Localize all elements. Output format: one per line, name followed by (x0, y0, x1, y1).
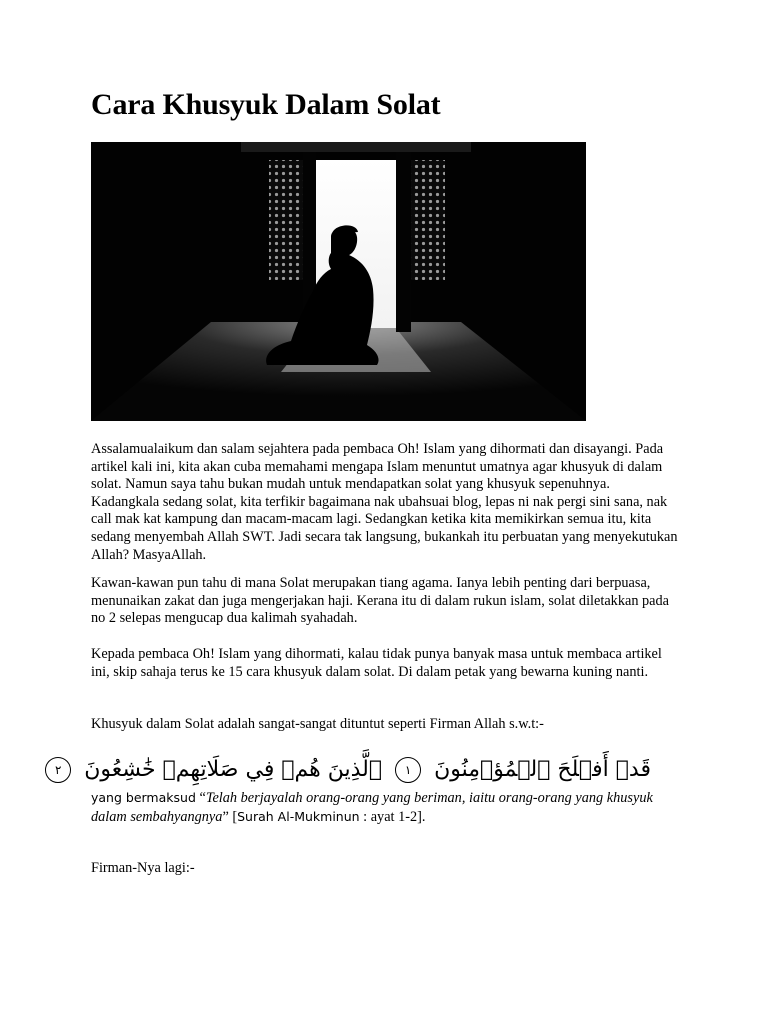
meaning-quote: Telah berjayalah orang-orang yang beriman, iaitu orang-orang yang khusyuk dalam sembahyangnya (91, 790, 653, 825)
verse-meaning (91, 789, 681, 826)
surah-reference: Surah Al-Mukminun (237, 808, 360, 824)
paragraph-greeting: Assalamualaikum dan salam sejahtera pada pembaca Oh! Islam yang dihormati dan disayangi. Pada artikel kali ini, kita akan cuba memahami mengapa Islam menuntut umatnya agar khusyuk di dalam solat. Namun saya tahu bukan mudah untuk mendapatkan solat yang khusyuk sepenuhnya. Kadangkala sedang solat, kita terfikir bagaimana nak ubahsuai blog, lepas ni nak pergi sini sana, nak call mak kat kampung dan macam-macam lagi. Sedangkan ketika kita memikirkan semua itu, kita sedang menyembah Allah SWT. Jadi secara tak langsung, bukankah itu perbuatan yang menyekutukan Allah? MasyaAllah. (91, 441, 678, 563)
meaning-prefix: yang bermaksud (91, 790, 196, 805)
ayah-marker-1: ١ (395, 757, 421, 783)
quran-verse (54, 752, 651, 788)
verse-text-1: قَدۡ أَفۡلَحَ ٱلۡمُؤۡمِنُونَ (434, 757, 651, 782)
paragraph-skip-note: Kepada pembaca Oh! Islam yang dihormati, kalau tidak punya banyak masa untuk membaca artikel ini, skip sahaja terus ke 15 cara khusyuk dalam solat. Di dalam petak yang bewarna kuning nanti. (91, 646, 662, 680)
paragraph-tiang-agama: Kawan-kawan pun tahu di mana Solat merupakan tiang agama. Ianya lebih penting dari berpuasa, menunaikan zakat dan juga mengerjakan haji. Kerana itu di dalam rukun islam, solat diletakkan pada no 2 selepas mengucap dua kalimah syahadah. (91, 575, 670, 627)
open-quote: “ (195, 790, 206, 806)
article-title: Cara Khusyuk Dalam Solat (91, 88, 441, 121)
prayer-silhouette-photo (91, 142, 586, 421)
ayah-marker-2: ٢ (45, 757, 71, 783)
paragraph-firman-intro: Khusyuk dalam Solat adalah sangat-sangat dituntut seperti Firman Allah s.w.t:- (91, 716, 544, 732)
ayat-reference: : ayat 1-2]. (359, 808, 426, 825)
paragraph-firman-lagi: Firman-Nya lagi:- (91, 860, 195, 876)
close-quote: ” [ (222, 808, 238, 825)
verse-text-2: ٱلَّذِينَ هُمۡ فِي صَلَاتِهِمۡ خَٰشِعُونَ (84, 757, 383, 782)
